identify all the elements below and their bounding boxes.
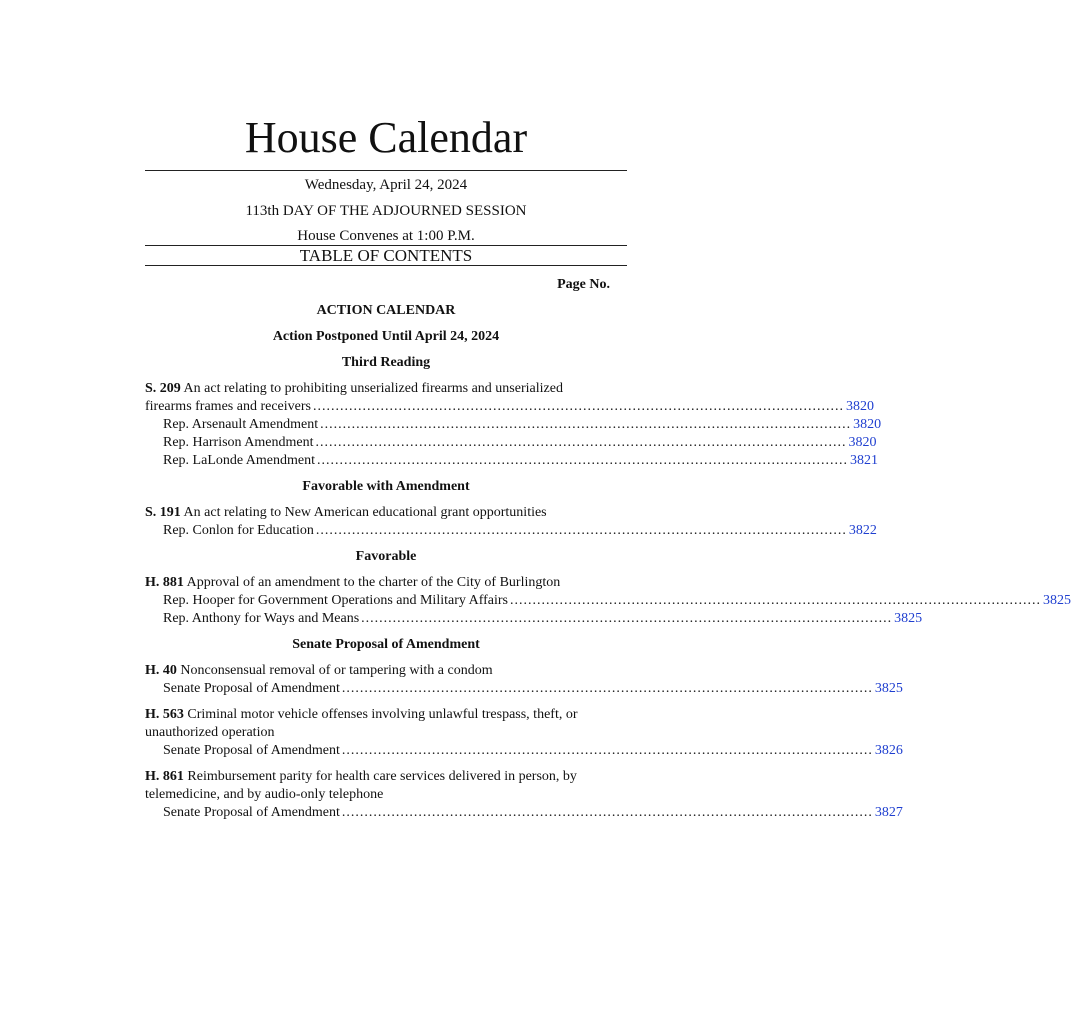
section-favorable-with-amendment: Favorable with Amendment <box>302 479 470 494</box>
bill-id: H. 40 <box>145 663 177 678</box>
toc-row[interactable] <box>145 416 882 434</box>
title-rule <box>145 170 627 171</box>
page-link[interactable]: 3822 <box>848 523 877 538</box>
bill-id: H. 861 <box>145 769 184 784</box>
page-link[interactable]: 3825 <box>894 611 923 626</box>
proposal-label: Senate Proposal of Amendment <box>163 805 340 820</box>
section-action-calendar: ACTION CALENDAR <box>316 303 456 318</box>
report-label: Rep. Hooper for Government Operations and Military Affairs <box>163 593 508 608</box>
page-link[interactable]: 3825 <box>1043 593 1071 608</box>
entry-h861-title <box>145 768 627 786</box>
bill-description: Criminal motor vehicle offenses involving unlawful trespass, theft, or <box>183 707 578 722</box>
dot-leader: ...................................................................................................................... <box>312 399 844 414</box>
session-day: 113th DAY OF THE ADJOURNED SESSION <box>245 203 527 219</box>
entry-h563 <box>145 706 903 760</box>
proposal-label: Senate Proposal of Amendment <box>163 743 340 758</box>
entry-h861 <box>145 768 903 822</box>
bill-description: An act relating to prohibiting unserialized firearms and unserialized <box>180 381 563 396</box>
entry-h563-title <box>145 706 627 724</box>
entry-h881 <box>145 574 1071 628</box>
bill-description: Reimbursement parity for health care services delivered in person, by <box>183 769 577 784</box>
amendment-label: Rep. Harrison Amendment <box>163 435 314 450</box>
dot-leader: ...................................................................................................................... <box>317 453 849 468</box>
bill-description-cont: telemedicine, and by audio-only telephone <box>145 787 384 802</box>
toc-rule <box>145 265 627 266</box>
bill-description: Nonconsensual removal of or tampering with a condom <box>176 663 493 678</box>
bill-description: An act relating to New American educational grant opportunities <box>180 505 547 520</box>
toc-row[interactable] <box>145 592 1071 610</box>
entry-s191-title <box>145 504 627 522</box>
bill-id: H. 563 <box>145 707 184 722</box>
page-number-heading: Page No. <box>557 277 610 292</box>
bill-description-cont: unauthorized operation <box>145 725 275 740</box>
bill-id: S. 191 <box>145 505 181 520</box>
page-link[interactable]: 3820 <box>848 435 877 450</box>
dot-leader: ...................................................................................................................... <box>341 743 873 758</box>
entry-s191 <box>145 504 877 540</box>
page-title: House Calendar <box>244 113 528 162</box>
toc-row[interactable] <box>145 452 879 470</box>
bill-description: Approval of an amendment to the charter of the City of Burlington <box>183 575 561 590</box>
toc-row[interactable] <box>145 804 903 822</box>
entry-h40 <box>145 662 903 698</box>
section-favorable: Favorable <box>355 549 417 564</box>
dot-leader: ...................................................................................................................... <box>341 681 873 696</box>
entry-s209-title <box>145 380 627 398</box>
bill-description-cont: firearms frames and receivers <box>145 399 311 414</box>
dot-leader: ...................................................................................................................... <box>320 417 852 432</box>
toc-row[interactable] <box>145 610 923 628</box>
toc-heading: TABLE OF CONTENTS <box>299 246 473 265</box>
calendar-content <box>145 112 1071 822</box>
dot-leader: ...................................................................................................................... <box>510 593 1041 608</box>
entry-s209 <box>145 380 882 470</box>
toc-row[interactable] <box>145 398 874 416</box>
dot-leader: ...................................................................................................................... <box>315 435 847 450</box>
dot-leader: ...................................................................................................................... <box>361 611 893 626</box>
amendment-label: Rep. LaLonde Amendment <box>163 453 316 468</box>
entry-h40-title <box>145 662 627 680</box>
page-link[interactable]: 3825 <box>874 681 903 696</box>
toc-row[interactable] <box>145 680 903 698</box>
proposal-label: Senate Proposal of Amendment <box>163 681 340 696</box>
amendment-label: Rep. Arsenault Amendment <box>163 417 319 432</box>
bill-id: S. 209 <box>145 381 181 396</box>
report-label: Rep. Anthony for Ways and Means <box>163 611 360 626</box>
page-link[interactable]: 3820 <box>853 417 882 432</box>
section-senate-proposal: Senate Proposal of Amendment <box>292 637 480 652</box>
page-link[interactable]: 3827 <box>874 805 903 820</box>
toc-row[interactable] <box>145 522 877 540</box>
bill-id: H. 881 <box>145 575 184 590</box>
entry-h881-title <box>145 574 627 592</box>
calendar-date: Wednesday, April 24, 2024 <box>304 177 468 193</box>
report-label: Rep. Conlon for Education <box>163 523 314 538</box>
toc-row[interactable] <box>145 742 903 760</box>
section-third-reading: Third Reading <box>341 355 431 370</box>
page-link[interactable]: 3826 <box>874 743 903 758</box>
page-link[interactable]: 3821 <box>850 453 879 468</box>
dot-leader: ...................................................................................................................... <box>315 523 847 538</box>
convene-time: House Convenes at 1:00 P.M. <box>297 228 475 244</box>
page-link[interactable]: 3820 <box>845 399 874 414</box>
section-postponed: Action Postponed Until April 24, 2024 <box>272 329 500 344</box>
dot-leader: ...................................................................................................................... <box>341 805 873 820</box>
toc-row[interactable] <box>145 434 877 452</box>
